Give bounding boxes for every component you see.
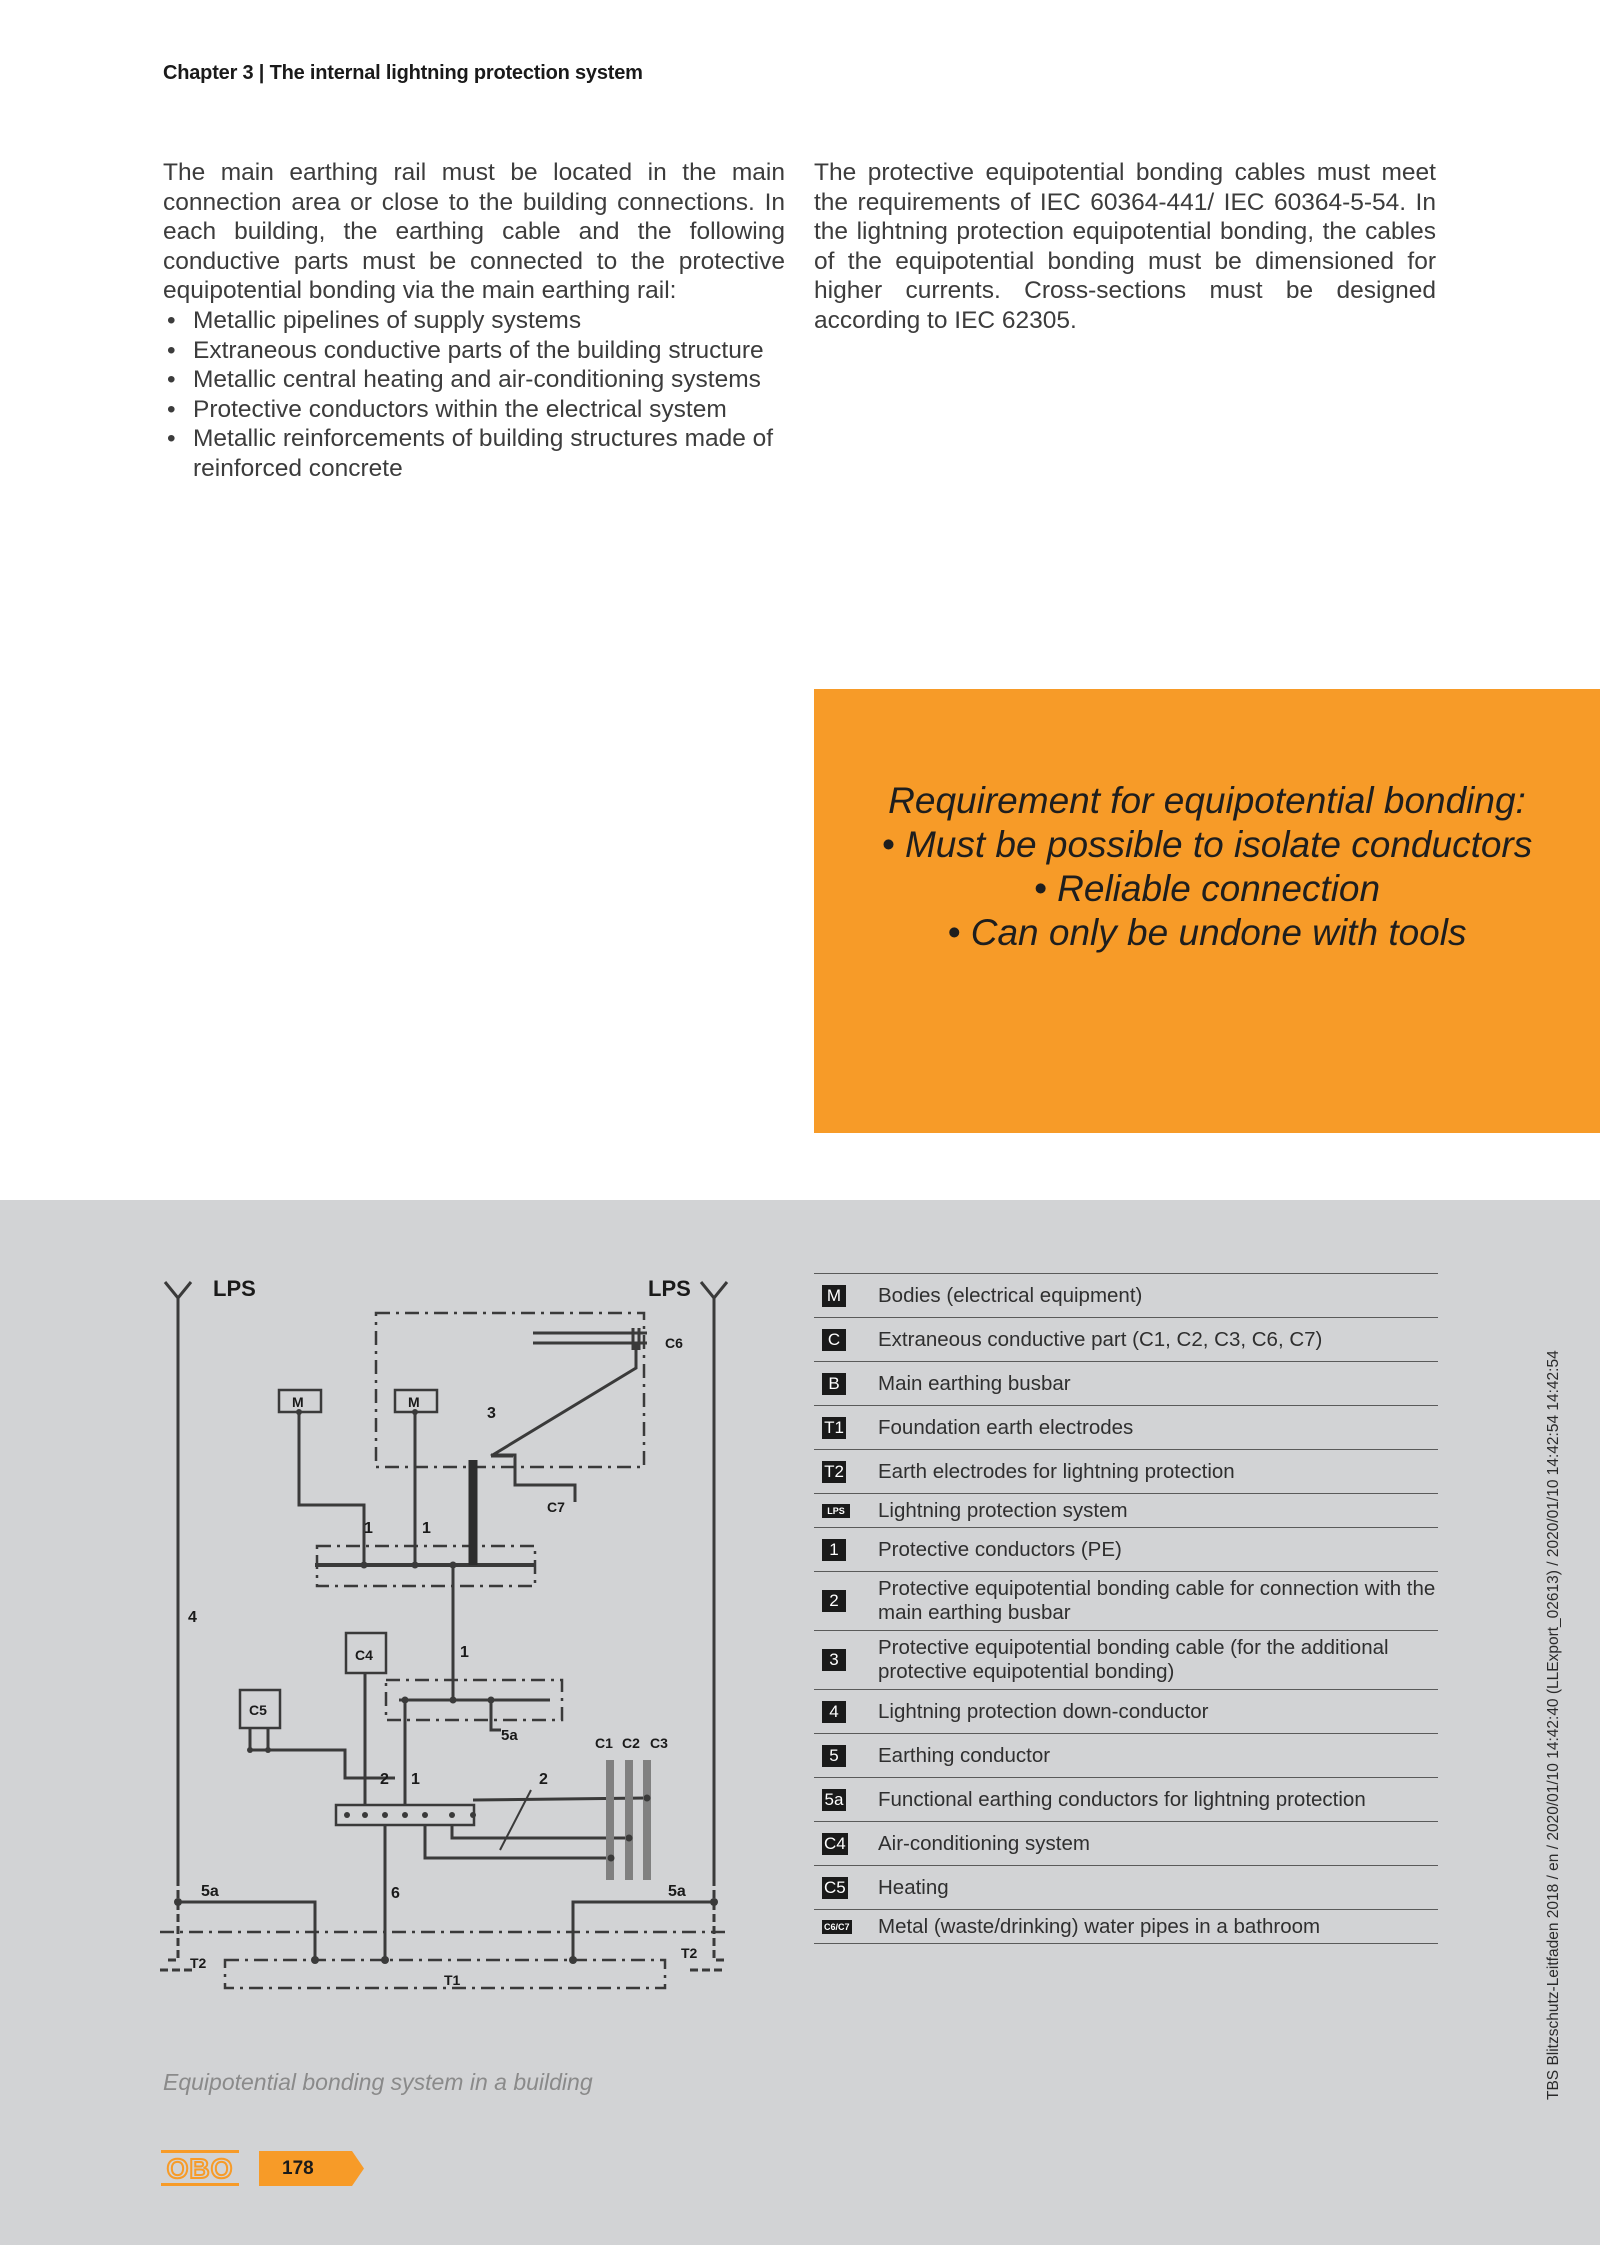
legend-label: Metal (waste/drinking) water pipes in a bathroom (878, 1914, 1321, 1938)
legend-label: Earth electrodes for lightning protection (878, 1459, 1235, 1483)
legend-code: LPS (822, 1504, 850, 1518)
label-1c: 1 (460, 1644, 469, 1661)
c6-label: C6 (665, 1335, 683, 1351)
t1-label: T1 (444, 1972, 461, 1988)
list-item: • Protective conductors within the electrical system (163, 395, 785, 425)
legend-label: Bodies (electrical equipment) (878, 1283, 1143, 1307)
air-terminal-left (165, 1282, 191, 1878)
legend-code: C4 (824, 1833, 846, 1853)
obo-logo (161, 2150, 239, 2186)
page-number: 178 (282, 2158, 314, 2179)
legend-label: Main earthing busbar (878, 1371, 1071, 1395)
print-metadata: TBS Blitzschutz-Leitfaden 2018 / en / 2020/01/10 14:42:40 (LLExport_02613) / 2020/01/10 14:42:54 14:42:54 (1545, 1350, 1562, 2100)
legend-code: 1 (822, 1539, 846, 1561)
label-2a: 2 (380, 1771, 389, 1788)
list-item: • Metallic pipelines of supply systems (163, 306, 785, 336)
legend-code: T1 (822, 1417, 846, 1439)
pipes-c1-c2-c3 (610, 1760, 647, 1880)
label-5a-right: 5a (668, 1883, 686, 1900)
right-column (814, 158, 1436, 336)
equipotential-bonding-diagram (155, 1260, 745, 2020)
legend-row (814, 1865, 1438, 1909)
c5-connection (250, 1728, 395, 1778)
chapter-header (163, 62, 643, 85)
legend-label: Heating (878, 1875, 949, 1899)
label-3: 3 (487, 1405, 496, 1422)
legend-label: Lightning protection down-conductor (878, 1699, 1209, 1723)
bonding-2-c1 (473, 1798, 647, 1800)
legend-label: Extraneous conductive part (C1, C2, C3, C6, C7) (878, 1327, 1323, 1351)
lps-label-left: LPS (213, 1276, 256, 1301)
legend-row (814, 1361, 1438, 1405)
legend-row (814, 1317, 1438, 1361)
t2-label-left: T2 (190, 1955, 207, 1971)
legend-row (814, 1909, 1438, 1944)
label-5a-left: 5a (201, 1883, 219, 1900)
bonding-cable-3 (491, 1346, 636, 1456)
legend-label: Foundation earth electrodes (878, 1415, 1134, 1439)
legend-row (814, 1630, 1438, 1689)
callout-line: Requirement for equipotential bonding: (888, 780, 1526, 821)
label-1a: 1 (364, 1520, 373, 1537)
c1-label: C1 (595, 1735, 613, 1751)
c7-label: C7 (547, 1499, 565, 1515)
legend-code: 2 (822, 1590, 846, 1612)
legend-code: T2 (822, 1461, 846, 1483)
legend-code: M (822, 1285, 846, 1307)
legend-label: Functional earthing conductors for lightning protection (878, 1787, 1366, 1811)
chapter-number: Chapter 3 (163, 62, 254, 84)
legend-row (814, 1571, 1438, 1630)
legend-code: C6/C7 (824, 1921, 850, 1932)
c2-label: C2 (622, 1735, 640, 1751)
label-2b: 2 (539, 1771, 548, 1788)
label-4: 4 (188, 1609, 197, 1626)
label-6: 6 (391, 1885, 400, 1902)
legend-row (814, 1733, 1438, 1777)
t2-label-right: T2 (681, 1945, 698, 1961)
legend-row (814, 1821, 1438, 1865)
air-terminal-right (701, 1282, 727, 1878)
label-1b: 1 (422, 1520, 431, 1537)
legend-code: 5a (822, 1789, 846, 1811)
legend-code: C (822, 1329, 846, 1351)
callout-text (864, 779, 1550, 955)
c5-label: C5 (249, 1702, 267, 1718)
bullet-list (163, 306, 785, 484)
header-separator: | (253, 62, 270, 84)
legend-code: 4 (822, 1701, 846, 1723)
legend-label: Earthing conductor (878, 1743, 1051, 1767)
legend-row (814, 1777, 1438, 1821)
legend-row (814, 1273, 1438, 1317)
lps-label-right: LPS (648, 1276, 691, 1301)
legend-label: Protective equipotential bonding cable for connection with the main earthing busbar (878, 1577, 1436, 1624)
label-5a-box: 5a (501, 1727, 518, 1744)
figure-caption: Equipotential bonding system in a building (163, 2069, 593, 2095)
legend-label: Protective equipotential bonding cable (for the additional protective equipotential bonding) (878, 1636, 1389, 1683)
list-item: • Extraneous conductive parts of the building structure (163, 336, 785, 366)
m1-label: M (292, 1394, 304, 1410)
left-column (163, 158, 785, 484)
legend-code: C5 (824, 1877, 846, 1897)
legend-row (814, 1689, 1438, 1733)
c7-pipe (491, 1455, 575, 1502)
bonding-2-c2 (452, 1825, 630, 1838)
label-1d: 1 (411, 1771, 420, 1788)
list-item: • Metallic central heating and air-conditioning systems (163, 365, 785, 395)
legend-row (814, 1405, 1438, 1449)
legend-code: 5 (822, 1745, 846, 1767)
right-paragraph: The protective equipotential bonding cables must meet the requirements of IEC 60364-441/ IEC 60364-5-54. In the lightning protection equipotential bonding, the cables of the equipotential bonding must be dimensioned for higher currents. Cross-sections must be designed according to IEC 62305. (814, 159, 1436, 334)
chapter-title: The internal lightning protection system (269, 62, 643, 84)
list-item: • Metallic reinforcements of building structures made of reinforced concrete (163, 424, 785, 483)
legend-row (814, 1527, 1438, 1571)
legend-row (814, 1493, 1438, 1527)
callout-line: • Can only be undone with tools (947, 912, 1467, 953)
legend-code: 3 (822, 1649, 846, 1671)
callout-line: • Must be possible to isolate conductors (881, 824, 1533, 865)
legend-row (814, 1449, 1438, 1493)
legend-label: Lightning protection system (878, 1498, 1128, 1522)
callout-line: • Reliable connection (1033, 868, 1381, 909)
c6-pipes (533, 1328, 647, 1350)
logo-text: OBO (166, 2153, 234, 2184)
m2-label: M (408, 1394, 420, 1410)
legend-code: B (822, 1373, 846, 1395)
pe-conductor-1 (299, 1412, 364, 1565)
legend-label: Air-conditioning system (878, 1831, 1090, 1855)
legend-table (814, 1273, 1438, 1944)
c4-label: C4 (355, 1647, 373, 1663)
c3-label: C3 (650, 1735, 668, 1751)
intro-paragraph: The main earthing rail must be located in the main connection area or close to the building connections. In each building, the earthing cable and the following conductive parts must be connected to the protective equipotential bonding via the main earthing rail: (163, 159, 785, 305)
legend-label: Protective conductors (PE) (878, 1537, 1122, 1561)
sub-busbar-5a (491, 1700, 501, 1730)
requirement-callout (814, 689, 1600, 1133)
